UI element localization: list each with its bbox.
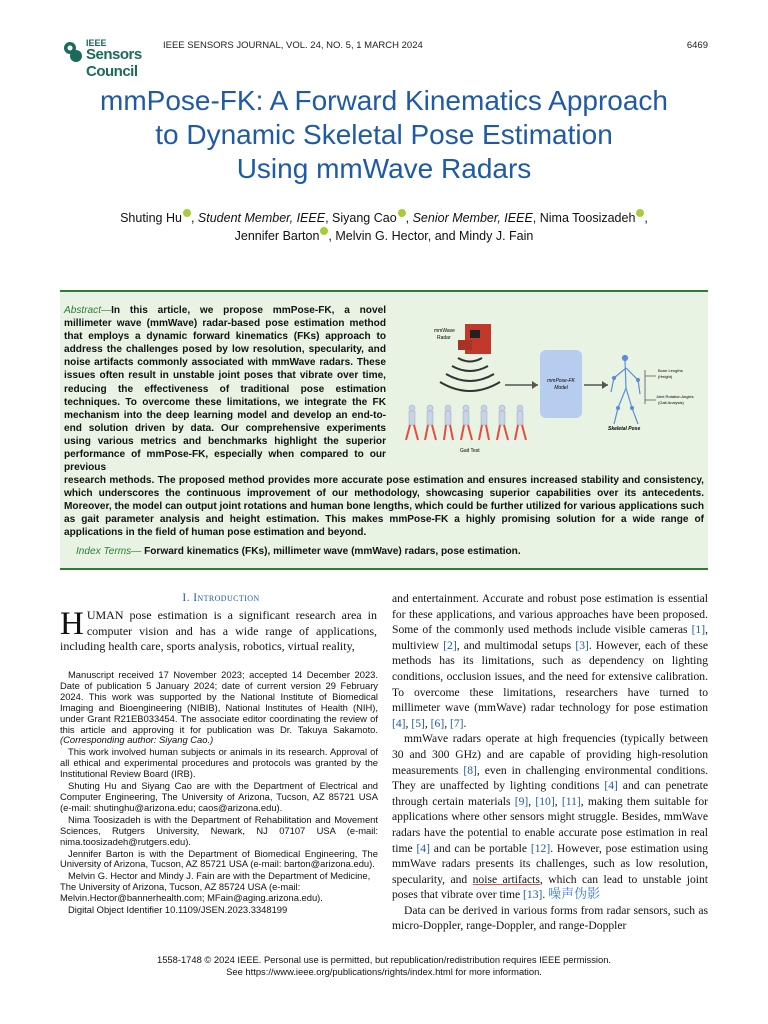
ieee-sensors-council-logo (62, 38, 162, 80)
rights-link[interactable]: See https://www.ieee.org/publications/rights/index.html for more information. (226, 965, 542, 977)
citation-link[interactable]: [10] (535, 794, 555, 808)
copyright-footer (40, 954, 728, 977)
citation-link[interactable]: [2] (443, 638, 457, 652)
bone-label-2: (Height) (658, 374, 673, 379)
title-line-3: Using mmWave Radars (236, 153, 532, 184)
footnote: Melvin G. Hector and Mindy J. Fain are with the Department of Medicine, The University of Arizona, Tucson, AZ 85724 USA (e-mail: Melvin.Hector@bannerhealth.com; MFain@aging.arizona.edu). (60, 870, 371, 904)
skeletal-pose-label: Skeletal Pose (608, 426, 641, 432)
logo-ieee-text: IEEE (86, 38, 107, 48)
index-terms-label: Index Terms— (76, 546, 142, 557)
abstract-text-top (64, 304, 386, 474)
index-terms (76, 545, 706, 558)
graphical-abstract-figure (400, 300, 708, 460)
citation-link[interactable]: [9] (514, 794, 529, 808)
radar-label-1: mmWave (434, 328, 455, 334)
citation-link[interactable]: [4] (604, 779, 618, 793)
citation-link[interactable]: [4] (416, 841, 430, 855)
footnote: Jennifer Barton is with the Department of Biomedical Engineering, The University of Arizona, Tucson, AZ 85721 USA (e-mail: barton@arizona.edu). (60, 847, 378, 870)
gait-figures (406, 405, 526, 440)
citation-link[interactable]: [3] (575, 638, 589, 652)
abstract-body-bottom: research methods. The proposed method provides more accurate pose estimation and ensures increased stability and consistency, which underscores the continuous improvement of our methodology, showcasing superior capabilities over its antecedents. Moreover, the model can output joint rotations and human bone lengths, which could be further utilized for various applications such as gait parameter analysis and height estimation. This makes mmPose-FK a highly promising solution for a wide range of applications in the field of human pose estimation and beyond. (64, 475, 704, 539)
model-box (540, 350, 582, 418)
logo-council-text: Sensors Council (86, 46, 142, 80)
author-name: Melvin G. Hector, and Mindy J. Fain (335, 229, 534, 244)
author-role: Student Member, IEEE (197, 211, 326, 226)
skeleton-icon (611, 356, 640, 425)
author-role: Senior Member, IEEE (412, 211, 533, 226)
citation-link[interactable]: [11] (561, 794, 581, 808)
model-label-1: mmPose-FK (547, 378, 575, 384)
paragraph: mmWave radars operate at high frequencies (typically between 30 and 300 GHz) and are capable of providing high-resolution measurements [8], even in challenging environmental conditions. They are unaffected by lighting conditions [4] and can penetrate through certain materials [9], [10], [11], making them suitable for applications where other sensors might struggle. Besides, mmWave radars have the potential to enable accurate pose estimation in real time [4] and can be portable [12]. However, pose estimation using mmWave radars presents its challenges, such as low resolution, specularity, and noise artifacts, which can lead to unstable joint poses that vibrate over time [13]. 噪声伪影 (392, 732, 709, 903)
citation-link[interactable]: [13] (523, 888, 543, 902)
gait-test-label: Gait Test (460, 448, 480, 454)
citation-link[interactable]: [4] (392, 716, 406, 730)
citation-link[interactable]: [6] (430, 716, 445, 730)
radar-waves-icon (440, 358, 500, 391)
author-name: Jennifer Barton (234, 229, 320, 244)
drop-cap: H (60, 606, 84, 642)
corresponding-author: (Corresponding author: Siyang Cao.) (60, 734, 214, 746)
citation-link[interactable]: [8] (463, 763, 477, 777)
first-word: UMAN (86, 608, 124, 622)
orcid-icon[interactable] (320, 227, 328, 235)
orcid-icon[interactable] (636, 209, 644, 217)
right-column-text (392, 591, 708, 934)
paragraph: and entertainment. Accurate and robust pose estimation is essential for these applications, and various approaches have been proposed. Some of the commonly used methods include visible cameras [1], multiview [2], and multimodal setups [3]. However, each of these methods has its limitations, such as dependency on lighting conditions, occlusion issues, and the need for extensive calibration. To overcome these limitations, researchers have turned to millimeter wave (mmWave) radar technology for pose estimation [4], [5], [6], [7]. (392, 592, 708, 730)
radar-label-2: Radar (437, 335, 451, 341)
citation-link[interactable]: [7] (449, 716, 464, 730)
section-number: I. (182, 592, 190, 604)
section-title: Introduction (193, 592, 260, 604)
footnote: This work involved human subjects or animals in its research. Approval of all ethical and experimental procedures and protocols was granted by the Institutional Review Board (IRB). (60, 746, 378, 780)
orcid-icon[interactable] (183, 209, 191, 217)
logo-mark-icon (62, 40, 84, 64)
citation-link[interactable]: [1] (691, 623, 706, 637)
joint-label-2: (Gait Analysis) (658, 400, 684, 405)
orcid-icon[interactable] (398, 209, 406, 217)
doi-footnote: Digital Object Identifier 10.1109/JSEN.2023.3348199 (68, 904, 288, 916)
abstract-label: Abstract— (64, 305, 112, 316)
intro-text: pose estimation is a significant research area in computer vision and has a wide range of applications, including health care, sports analysis, robotics, virtual reality, (60, 608, 377, 653)
footnote: Shuting Hu and Siyang Cao are with the Department of Electrical and Computer Engineering, The University of Arizona, Tucson, AZ 85721 USA (e-mail: shutinghu@arizona.edu; caos@arizona.edu). (60, 780, 378, 813)
abstract-body-top: In this article, we propose mmPose-FK, a novel millimeter wave (mmWave) radar-based pose estimation method that employs a dynamic forward kinematics (FKs) approach to address the challenges posed by low resolution, specularity, and noise artifacts commonly associated with mmWave radars. These issues often result in unstable joint poses that vibrate over time, reducing the effectiveness of traditional pose estimation techniques. To overcome these limitations, we integrate the FK mechanism into the deep learning model and develop an end-to-end solution driven by data. Our comprehensive experiments using various metrics and benchmarks highlight the superior performance of mmPose-FK, especially when compared to our previous (64, 305, 386, 474)
index-terms-text: Forward kinematics (FKs), millimeter wave (mmWave) radars, pose estimation. (144, 546, 521, 557)
title-line-1: mmPose-FK: A Forward Kinematics Approach (100, 85, 668, 116)
paragraph: Data can be derived in various forms from radar sensors, such as micro-Doppler, range-Doppler, and range-Doppler (392, 903, 708, 933)
section-heading (60, 592, 382, 604)
paper-title (60, 84, 708, 186)
author-name: Shuting Hu (120, 211, 182, 226)
footnotes (60, 670, 378, 917)
title-line-2: to Dynamic Skeletal Pose Estimation (155, 119, 613, 150)
page-number: 6469 (686, 40, 708, 51)
author-list: Shuting Hu , Student Member, IEEE, Siyang Cao , Senior Member, IEEE, Nima Toosizadeh , Jennifer Barton , Melvin G. Hector, and Mindy J. Fain (40, 209, 728, 245)
footnote: Manuscript received 17 November 2023; accepted 14 December 2023. Date of publication 5 January 2024; date of current version 29 February 2024. This work was supported by the National Institute of Biomedical Imaging and Bioengineering (NIBIB), National Institutes of Health (NIH), under Grant R21EB033454. The associate editor coordinating the review of this article and approving it for publication was Dr. Takuya Sakamoto. (Corresponding author: Siyang Cao.) (60, 669, 378, 746)
author-name: Siyang Cao (332, 211, 397, 226)
author-name: Nima Toosizadeh (539, 211, 636, 226)
bone-label-1: Bone Lengths (658, 368, 683, 373)
joint-label-1: Joint Rotation Angles (656, 394, 694, 399)
intro-paragraph (60, 608, 377, 655)
journal-header: IEEE SENSORS JOURNAL, VOL. 24, NO. 5, 1 MARCH 2024 (163, 40, 423, 51)
citation-link[interactable]: [12] (530, 841, 551, 855)
translation-annotation: 噪声伪影 (548, 887, 601, 903)
copyright-line: 1558-1748 © 2024 IEEE. Personal use is permitted, but republication/redistribution requires IEEE permission. (156, 954, 612, 965)
footnote: Nima Toosizadeh is with the Department of Rehabilitation and Movement Sciences, Rutgers University, Newark, NJ 07107 USA (e-mail: nima.toosizadeh@rutgers.edu). (60, 813, 378, 847)
highlighted-term[interactable]: noise artifacts (472, 872, 540, 886)
citation-link[interactable]: [5] (411, 716, 425, 730)
model-label-2: Model (554, 385, 568, 391)
